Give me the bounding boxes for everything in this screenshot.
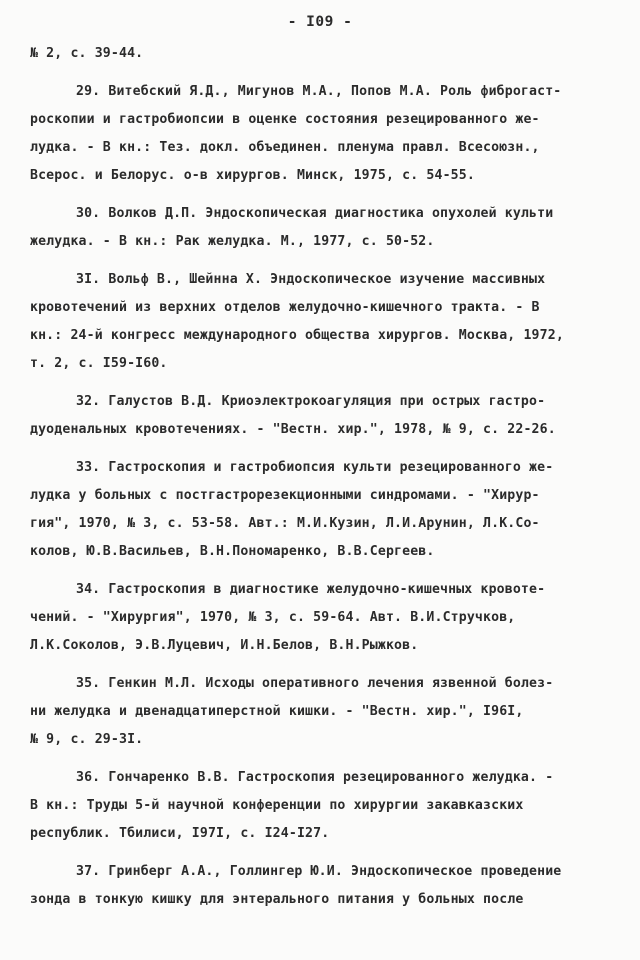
page-number: - I09 -: [287, 14, 353, 30]
entry-line: колов, Ю.В.Васильев, В.Н.Пономаренко, В.В.Сергеев.: [30, 544, 435, 559]
continuation-line: № 2, с. 39-44.: [30, 46, 144, 61]
bibliography-entry-35: [30, 670, 612, 754]
bibliography-entry-36: [30, 764, 612, 848]
entry-line: гия", 1970, № 3, с. 53-58. Авт.: М.И.Кузин, Л.И.Арунин, Л.К.Со-: [30, 516, 540, 531]
entry-line: № 9, с. 29-3I.: [30, 732, 144, 747]
entry-line: 30. Волков Д.П. Эндоскопическая диагностика опухолей культи: [76, 206, 554, 221]
entry-line: дуоденальных кровотечениях. - "Вестн. хир.", 1978, № 9, с. 22-26.: [30, 422, 556, 437]
entry-line: 33. Гастроскопия и гастробиопсия культи резецированного же-: [76, 460, 554, 475]
entry-line: кн.: 24-й конгресс международного общества хирургов. Москва, 1972,: [30, 328, 564, 343]
entry-line: 34. Гастроскопия в диагностике желудочно-кишечных кровоте-: [76, 582, 546, 597]
bibliography-entry-34: [30, 576, 612, 660]
bibliography-entry-31: [30, 266, 612, 378]
bibliography-entry-33: [30, 454, 612, 566]
entry-line: роскопии и гастробиопсии в оценке состояния резецированного же-: [30, 112, 540, 127]
entry-line: лудка у больных с постгастрорезекционными синдромами. - "Хирур-: [30, 488, 540, 503]
entry-line: 3I. Вольф В., Шейнна Х. Эндоскопическое изучение массивных: [76, 272, 546, 287]
entry-line: 37. Гринберг А.А., Голлингер Ю.И. Эндоскопическое проведение: [76, 864, 562, 879]
bibliography-list: [30, 40, 612, 914]
entry-line: В кн.: Труды 5-й научной конференции по хирургии закавказских: [30, 798, 524, 813]
entry-line: чений. - "Хирургия", 1970, № 3, с. 59-64. Авт. В.И.Стручков,: [30, 610, 516, 625]
entry-line: 32. Галустов В.Д. Криоэлектрокоагуляция при острых гастро-: [76, 394, 546, 409]
entry-line: 29. Витебский Я.Д., Мигунов М.А., Попов М.А. Роль фиброгаст-: [76, 84, 562, 99]
bibliography-entry-30: [30, 200, 612, 256]
bibliography-entry-32: [30, 388, 612, 444]
entry-line: Всерос. и Белорус. о-в хирургов. Минск, 1975, с. 54-55.: [30, 168, 475, 183]
entry-line: т. 2, с. I59-I60.: [30, 356, 168, 371]
entry-line: желудка. - В кн.: Рак желудка. М., 1977, с. 50-52.: [30, 234, 435, 249]
entry-line: 35. Генкин М.Л. Исходы оперативного лечения язвенной болез-: [76, 676, 554, 691]
entry-line: ни желудка и двенадцатиперстной кишки. - "Вестн. хир.", I96I,: [30, 704, 524, 719]
entry-line: 36. Гончаренко В.В. Гастроскопия резецированного желудка. -: [76, 770, 554, 785]
entry-line: лудка. - В кн.: Тез. докл. объединен. пленума правл. Всесоюзн.,: [30, 140, 540, 155]
entry-line: республик. Тбилиси, I97I, с. I24-I27.: [30, 826, 330, 841]
entry-line: зонда в тонкую кишку для энтерального питания у больных после: [30, 892, 524, 907]
bibliography-entry-29: [30, 78, 612, 190]
bibliography-entry-37: [30, 858, 612, 914]
entry-line: кровотечений из верхних отделов желудочно-кишечного тракта. - В: [30, 300, 540, 315]
entry-line: Л.К.Соколов, Э.В.Луцевич, И.Н.Белов, В.Н.Рыжков.: [30, 638, 419, 653]
